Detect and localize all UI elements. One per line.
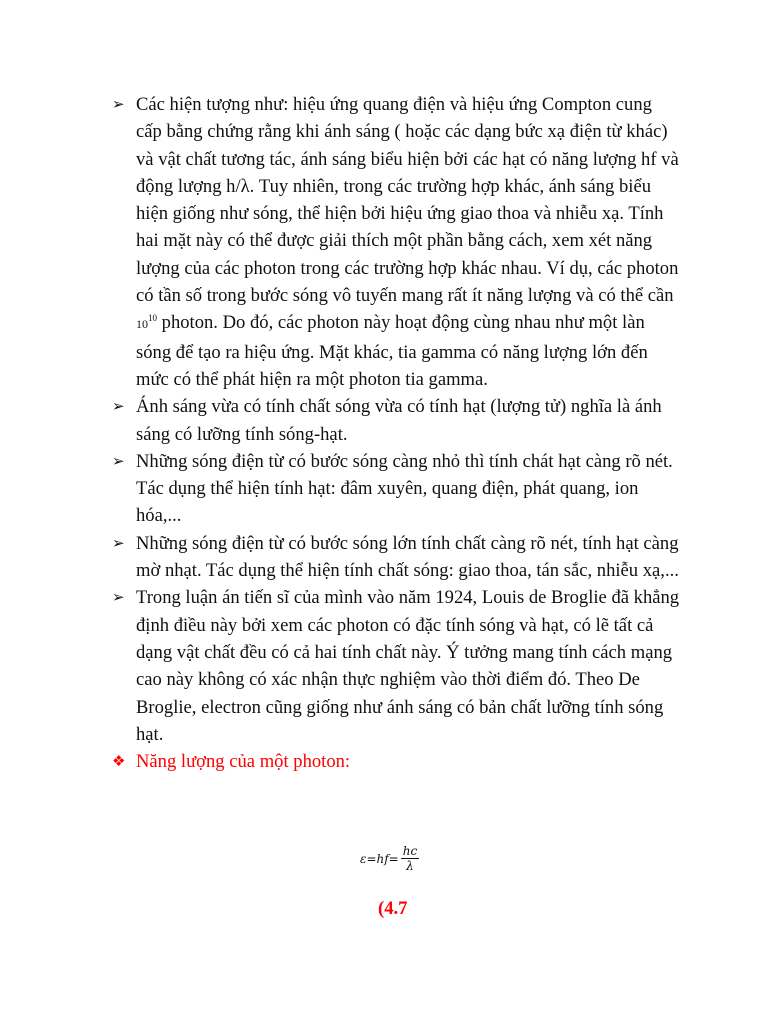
photon-energy-formula xyxy=(360,844,419,873)
list-item xyxy=(112,530,682,585)
arrow-bullet-icon: ➢ xyxy=(112,588,125,607)
paragraph-text: Những sóng điện từ có bước sóng càng nhỏ thì tính chát hạt càng rõ nét. Tác dụng thể hiện tính hạt: đâm xuyên, quang điện, phát quang, ion hóa,... xyxy=(136,450,673,527)
paragraph-text: Các hiện tượng như: hiệu ứng quang điện và hiệu ứng Compton cung cấp bằng chứng rằng khi ánh sáng ( hoặc các dạng bức xạ điện từ khác) và vật chất tương tác, ánh sáng biểu hiện bởi các hạt có năng lượng hf và động lượng h/λ. Tuy nhiên, trong các trường hợp khác, ánh sáng biểu hiện giống như sóng, thể hiện bởi hiệu ứng giao thoa và nhiễu xạ. Tính hai mặt này có thể được giải thích một phần bằng cách, xem xét năng lượng của các photon trong các trường hợp khác nhau. Ví dụ, các photon có tần số trong bước sóng vô tuyến mang rất ít năng lượng và có thể cần $10^{10}$ photon. Do đó, các photon này hoạt động cùng nhau như một làn sóng để tạo ra hiệu ứng. Mặt khác, tia gamma có năng lượng lớn đến mức có thể phát hiện ra một photon tia gamma. xyxy=(136,94,679,390)
formula-lhs: ε=hf= xyxy=(360,851,399,866)
equation-number: (4.7 xyxy=(378,898,408,919)
list-item xyxy=(112,584,682,748)
formula-denominator: λ xyxy=(406,859,414,873)
formula-fraction xyxy=(401,844,419,873)
arrow-bullet-icon: ➢ xyxy=(112,533,125,552)
paragraph-text: Những sóng điện từ có bước sóng lớn tính chất càng rõ nét, tính hạt càng mờ nhạt. Tác dụng thể hiện tính chất sóng: giao thoa, tán sắc, nhiễu xạ,... xyxy=(136,532,679,582)
arrow-bullet-icon: ➢ xyxy=(112,95,125,113)
heading-text: Năng lượng của một photon: xyxy=(136,751,351,773)
list-item xyxy=(112,91,682,393)
arrow-bullet-icon: ➢ xyxy=(112,451,125,470)
list-item xyxy=(112,393,682,448)
paragraph-text: Trong luận án tiến sĩ của mình vào năm 1924, Louis de Broglie đã khẳng định điều này bởi xem các photon có đặc tính sóng và hạt, có lẽ tất cả dạng vật chất đều có cả hai tính chất này. Ý tưởng mang tính cách mạng cao này không có xác nhận thực nghiệm vào thời điểm đó. Theo De Broglie, electron cũng giống như ánh sáng có bản chất lưỡng tính sóng hạt. xyxy=(136,587,680,745)
arrow-bullet-icon: ➢ xyxy=(112,397,125,416)
power-base: 10 xyxy=(136,317,148,332)
list-item xyxy=(112,448,682,530)
diamond-bullet-icon: ❖ xyxy=(112,752,126,771)
paragraph-text: Ánh sáng vừa có tính chất sóng vừa có tính hạt (lượng tử) nghĩa là ánh sáng có lưỡng tính sóng-hạt. xyxy=(136,396,662,445)
section-heading xyxy=(112,748,682,775)
power-exponent: 10 xyxy=(148,313,157,324)
bullet-list xyxy=(112,91,682,775)
formula-numerator: hc xyxy=(402,844,418,858)
